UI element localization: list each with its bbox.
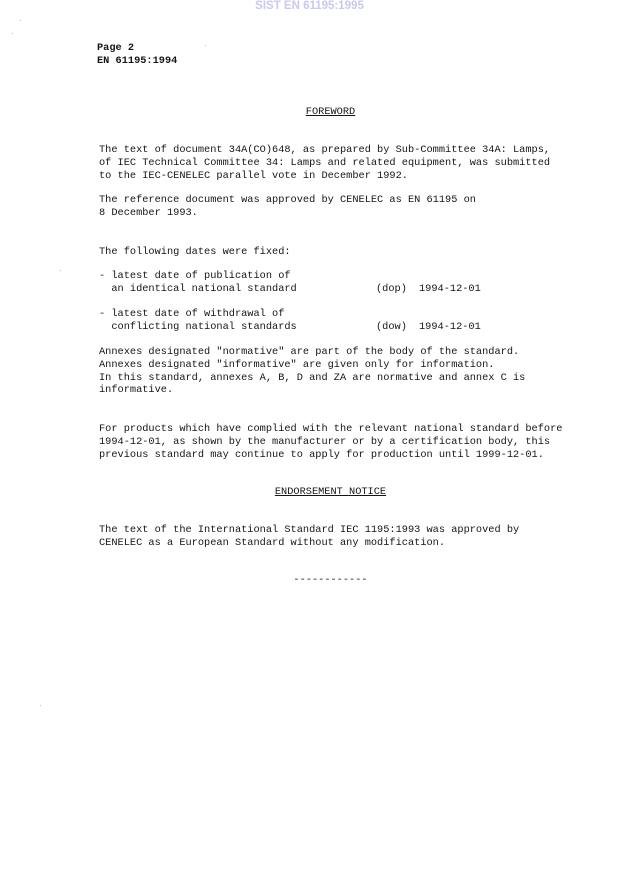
watermark: SIST EN 61195:1995 (255, 0, 364, 12)
date-value-dow: 1994-12-01 (419, 321, 481, 333)
date-code-dop: (dop) (376, 283, 407, 295)
text-line: 8 December 1993. (99, 206, 198, 219)
text-line: - latest date of publication of (99, 270, 291, 282)
foreword-paragraph-1 (99, 144, 550, 182)
scan-speck (40, 705, 41, 706)
annexes-paragraph (99, 346, 525, 397)
page-number: Page 2 (97, 42, 135, 54)
text-line: In this standard, annexes A, B, D and ZA are normative and annex C is (99, 371, 526, 384)
text-line: conflicting national standards (99, 320, 297, 333)
scan-speck (12, 33, 13, 34)
text-line: of IEC Technical Committee 34: Lamps and related equipment, was submitted (99, 156, 551, 169)
text-line: 1994-12-01, as shown by the manufacturer or by a certification body, this (99, 435, 551, 448)
date-code-dow: (dow) (376, 321, 407, 333)
text-line: The text of document 34A(CO)648, as prepared by Sub-Committee 34A: Lamps, (99, 144, 551, 156)
foreword-paragraph-2 (99, 194, 476, 220)
text-line: The reference document was approved by CENELEC as EN 61195 on (99, 194, 476, 206)
date-item-dop (99, 270, 297, 296)
date-value-dop: 1994-12-01 (419, 283, 481, 295)
scan-speck (60, 270, 61, 271)
page-header (97, 42, 177, 68)
text-line: previous standard may continue to apply for production until 1999-12-01. (99, 448, 544, 461)
foreword-title: FOREWORD (305, 106, 356, 118)
endorsement-title: ENDORSEMENT NOTICE (274, 486, 387, 498)
end-rule: ------------ (293, 574, 368, 586)
text-line: The text of the International Standard IEC 1195:1993 was approved by (99, 524, 520, 536)
scan-speck (205, 45, 206, 46)
text-line: Annexes designated "informative" are given only for information. (99, 358, 495, 371)
date-item-dow (99, 308, 297, 334)
text-line: an identical national standard (99, 282, 297, 295)
dates-intro: The following dates were fixed: (99, 246, 291, 258)
text-line: to the IEC-CENELEC parallel vote in December 1992. (99, 169, 408, 182)
standard-number: EN 61195:1994 (97, 54, 178, 67)
text-line: - latest date of withdrawal of (99, 308, 285, 320)
text-line: For products which have complied with the relevant national standard before (99, 423, 563, 435)
scan-speck (20, 20, 21, 21)
products-paragraph (99, 423, 562, 461)
endorsement-paragraph (99, 524, 519, 550)
text-line: Annexes designated "normative" are part of the body of the standard. (99, 346, 520, 358)
text-line: informative. (99, 384, 174, 397)
text-line: CENELEC as a European Standard without any modification. (99, 536, 446, 549)
